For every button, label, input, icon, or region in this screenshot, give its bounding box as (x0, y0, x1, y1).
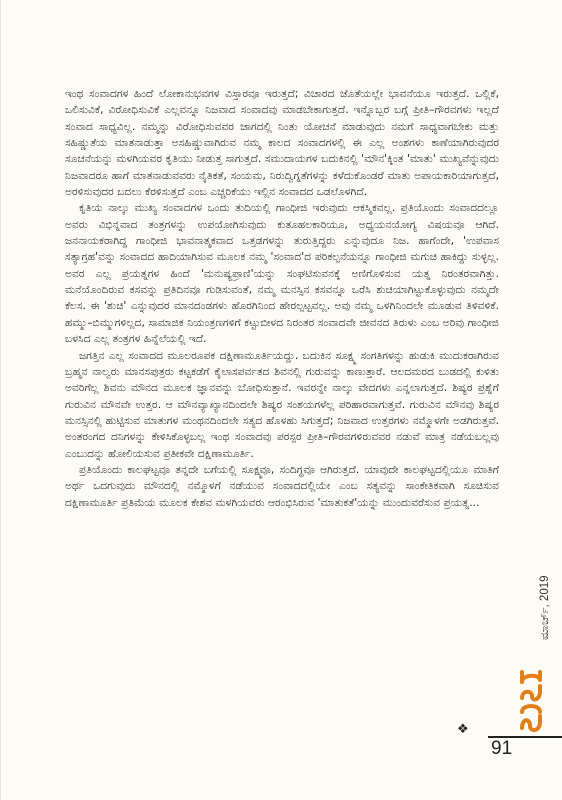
magazine-logo (518, 668, 546, 734)
article-paragraph-4: ಪ್ರತಿಯೊಂದು ಕಾಲಘಟ್ಟವೂ ತನ್ನದೇ ಬಗೆಯಲ್ಲಿ ಸೂಕ್ಷ್ಮವೂ, ಸಂದಿಗ್ಧವೂ ಆಗಿರುತ್ತದೆ. ಯಾವುದೇ ಕಾಲಘಟ್ಟದಲ್ಲಿಯೂ ಮಾತಿಗೆ ಅರ್ಥ ಒದಗುವುದು ಮೌನದಲ್ಲಿ ನಮ್ಮೊಳಗೆ ನಡೆಯುವ ಸಂವಾದದಲ್ಲಿಯೇ ಎಂಬ ಸತ್ಯವನ್ನು ಸಾಂಕೇತಿಕವಾಗಿ ಸೂಚಿಸುವ ದಕ್ಷಿಣಾಮೂರ್ತಿ ಪ್ರತಿಮೆಯ ಮೂಲಕ ಕೇಶವ ಮಳಗಿಯವರು ಆರಂಭಿಸಿರುವ 'ಮಾತುಕತೆ'ಯನ್ನು ಮುಂದುವರೆಸುವ ಪ್ರಯತ್ನ... (65, 463, 499, 509)
ornament-icon: ❖ (457, 722, 469, 737)
article-paragraph-1: ಇಂಥ ಸಂವಾದಗಳ ಹಿಂದೆ ಲೋಕಾನುಭವಗಳ ವಿಸ್ತಾರವೂ ಇರುತ್ತದೆ; ವಿಚಾರದ ಜೊತೆಯಲ್ಲೇ ಭಾವನೆಯೂ ಇರುತ್ತದೆ. ಒಲ್ಲಿಕೆ, ಒಲಿಸುವಿಕೆ, ವಿರೋಧಿಸುವಿಕೆ ಎಲ್ಲವನ್ನೂ ನಿಜವಾದ ಸಂವಾದವು ಮಾಡಬೇಕಾಗುತ್ತದೆ. ಇನ್ನೊಬ್ಬರ ಬಗ್ಗೆ ಪ್ರೀತಿ–ಗೌರವಗಳು ಇಲ್ಲದೆ ಸಂವಾದ ಸಾಧ್ಯವಿಲ್ಲ. ನಮ್ಮನ್ನು ವಿರೋಧಿಸುವವರ ಜಾಗದಲ್ಲಿ ನಿಂತು ಯೋಚನೆ ಮಾಡುವುದು ನಮಗೆ ಸಾಧ್ಯವಾಗಬೇಕು ಮತ್ತು ಸಹಿಷ್ಣುತೆಯ ಮಾತನಾಡುತ್ತಾ ಅಸಹಿಷ್ಣುವಾಗಿರುವ ನಮ್ಮ ಕಾಲದ ಸಂವಾದಗಳಲ್ಲಿ ಈ ಎಲ್ಲ ಅಂಶಗಳು ಕಾಣೆಯಾಗಿರುವುದರ ಸೂಚನೆಯನ್ನು ಮಳಗಿಯವರ ಕೃತಿಯು ನೀಡುತ್ತ ಸಾಗುತ್ತದೆ. ಸಮುದಾಯಗಳ ಬದುಕಿನಲ್ಲಿ 'ಮೌನ'ಕ್ಕಿಂತ 'ಮಾತು' ಮುಖ್ಯವೆನ್ನುವುದು ನಿಜವಾದರೂ ಹಾಗೆ ಮಾತನಾಡುವವರು ನೈತಿಕತೆ, ಸಂಯಮ, ನಿರುದ್ವಿಗ್ನತೆಗಳನ್ನು ಕಳೆದುಕೊಂಡರೆ ಮಾತು ಅಪಾಯಕಾರಿಯಾಗುತ್ತದೆ, ಅರಳಿಸುವುದರ ಬದಲು ಕೆರಳಿಸುತ್ತದೆ ಎಂಬ ಎಚ್ಚರಿಕೆಯು ಇಲ್ಲಿನ ಸಂವಾದದ ಒಡಲೊಳಗಿದೆ. (65, 88, 499, 199)
issue-date: ಮಾರ್ಚ್, 2019 (539, 575, 551, 640)
page-number: 91 (491, 738, 513, 759)
article-body (65, 86, 499, 511)
article-paragraph-2: ಕೃತಿಯ ನಾಲ್ಕು ಮುಖ್ಯ ಸಂವಾದಗಳ ಒಂದು ತುದಿಯಲ್ಲಿ ಗಾಂಧೀಜಿ ಇರುವುದು ಆಕಸ್ಮಿಕವಲ್ಲ. ಪ್ರತಿಯೊಂದು ಸಂವಾದದಲ್ಲೂ ಅವರು ವಿಭಿನ್ನವಾದ ತಂತ್ರಗಳನ್ನು ಉಪಯೋಗಿಸುವುದು ಕುತೂಹಲಕಾರಿಯೂ, ಅಧ್ಯಯನಯೋಗ್ಯ ವಿಷಯವೂ ಆಗಿದೆ. ಜನನಾಯಕರಾಗಿದ್ದ ಗಾಂಧೀಜಿ ಭಾವನಾತ್ಮಕವಾದ ಒತ್ತಡಗಳನ್ನು ತುರುತ್ತಿದ್ದರು ಎನ್ನುವುದೂ ನಿಜ. ಹಾಗೆಂದೇ, 'ಉಪವಾಸ ಸತ್ಯಾಗ್ರಹ'ವನ್ನು ಸಂವಾದದ ಹಾದಿಯಾಗಿಸುವ ಮೂಲಕ ನಮ್ಮ 'ಸಂವಾದ'ದ ಪರಿಕಲ್ಪನೆಯನ್ನೂ ಗಾಂಧೀಜಿ ಮಗುಚಿ ಹಾಕಿದ್ದು ಸುಳ್ಳಲ್ಲ. ಅವರ ಎಲ್ಲ ಪ್ರಯತ್ನಗಳ ಹಿಂದೆ 'ಮನುಷ್ಯಪ್ರಾಣಿ'ಯನ್ನು ಸಂಘಟಿಸುವನಕ್ಕೆ ಅಣಿಗೊಳಿಸುವ ಯತ್ನ ನಿರಂತರವಾಗಿತ್ತು. ಮನೆಯೊಂದಿರುವ ಕಸವನ್ನು ಪ್ರತಿದಿನವೂ ಗುಡಿಸುವಂತೆ, ನಮ್ಮ ಮನಸ್ಸಿನ ಕಸವನ್ನೂ ಒರೆಸಿ ಶುಚಿಯಾಗಿಟ್ಟುಕೊಳ್ಳುವುದು ನಮ್ಮದೇ ಕೆಲಸ. ಈ 'ಶುಚಿ' ಎನ್ನುವುದರ ಮಾನದಂಡಗಳು ಹೊರಗಿನಿಂದ ಹೇರಲ್ಪಟ್ಟವಲ್ಲ. ಅವು ನಮ್ಮ ಒಳಗಿನಿಂದಲೇ ಮೂಡುವ ತಿಳಿವಳಿಕೆ. ಹಮ್ಮು–ಬಿಮ್ಮುಗಳಿಲ್ಲದ, ಸಾಮಾಜಿಕ ನಿಯಂತ್ರಣಗಳಿಗೆ ಕಟ್ಟುಬೀಳದ ನಿರಂತರ ಸಂವಾದವೇ ಜೀವನದ ತಿರುಳು ಎಂಬ ಅರಿವು ಗಾಂಧೀಜಿ ಬಳಸಿದ ಎಲ್ಲ ತಂತ್ರಗಳ ಹಿನ್ನೆಲೆಯಲ್ಲಿ ಇದೆ. (65, 202, 499, 346)
article-paragraph-3: ಜಗತ್ತಿನ ಎಲ್ಲ ಸಂವಾದದ ಮೂಲರೂಪಕ ದಕ್ಷಿಣಾಮೂರ್ತಿಯದ್ದು. ಬದುಕಿನ ಸೂಕ್ಷ್ಮ ಸಂಗತಿಗಳನ್ನು ಹುಡುಕಿ ಮುದುಕರಾಗಿರುವ ಬ್ರಹ್ಮನ ನಾಲ್ವರು ಮಾನಸಪುತ್ರರು ಕಟ್ಟಕಡೆಗೆ ಕೈಲಾಸಪರ್ವತದ ಶಿವನಲ್ಲಿ ಗುರುವನ್ನು ಕಾಣುತ್ತಾರೆ. ಆಲದಮರದ ಬುಡದಲ್ಲಿ ಕುಳಿತು ಅವರಿಗೆಲ್ಲ ಶಿವನು ಮೌನದ ಮೂಲಕ ಜ್ಞಾನವನ್ನು ಬೋಧಿಸುತ್ತಾನೆ. ಇವರನ್ನೇ ನಾಲ್ಕು ವೇದಗಳು ಎನ್ನಲಾಗುತ್ತದೆ. ಶಿಷ್ಯರ ಪ್ರಶ್ನೆಗೆ ಗುರುವಿನ ಮೌನವೇ ಉತ್ತರ. ಆ ಮೌನವ್ಯಾಖ್ಯಾನದಿಂದಲೇ ಶಿಷ್ಯರ ಸಂಶಯಗಳೆಲ್ಲ ಪರಿಹಾರವಾಗುತ್ತವೆ. ಗುರುವಿನ ಮೌನವು ಶಿಷ್ಯರ ಮನಸ್ಸಿನಲ್ಲಿ ಹುಟ್ಟಿಸುವ ಮಾತುಗಳ ಮಂಥನದಿಂದಲೇ ಸತ್ಯದ ಹೊಳಹು ಸಿಗುತ್ತದೆ; ನಿಜವಾದ ಉತ್ತರಗಳು ನಮ್ಮೊಳಗೇ ಅಡಗಿರುತ್ತವೆ. ಅಂತರಂಗದ ದನಿಗಳನ್ನು ಕೇಳಿಸಿಕೊಳ್ಳಬಲ್ಲ ಇಂಥ ಸಂವಾದವು ಪರಸ್ಪರ ಪ್ರೀತಿ–ಗೌರವಗಳಿರುವವರ ನಡುವೆ ಮಾತ್ರ ನಡೆಯಬಲ್ಲವು ಎಂಬುದನ್ನು ಹೋಲಿಯಸುವ ಪ್ರತೀಕವೇ ದಕ್ಷಿಣಾಮೂರ್ತಿ. (65, 349, 499, 460)
